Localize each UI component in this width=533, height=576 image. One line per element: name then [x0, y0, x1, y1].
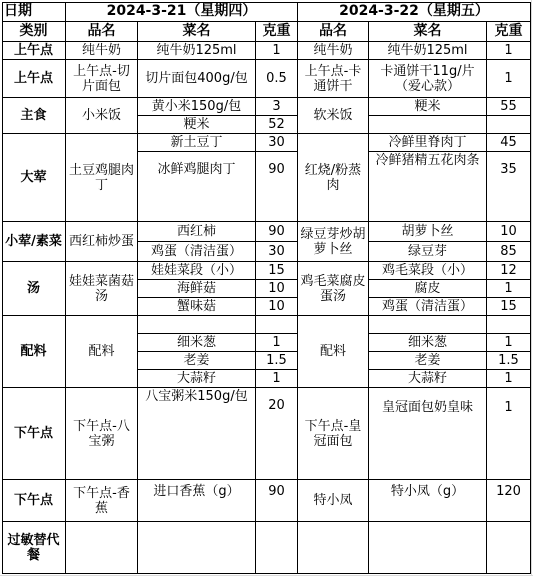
category-morning-snack: 上午点: [2, 42, 66, 60]
day1-product: 上午点-切片面包: [66, 60, 138, 98]
day2-blank: [487, 116, 531, 134]
day1-weight: 3: [256, 98, 298, 116]
day1-weight: 20: [256, 388, 298, 480]
day2-dish: 纯牛奶125ml: [369, 42, 487, 60]
day2-weight: 85: [487, 242, 531, 262]
day2-weight: 1: [487, 42, 531, 60]
day2-product: 软米饭: [298, 98, 369, 134]
day2-dish: 细米葱: [369, 334, 487, 352]
day1-blank: [138, 316, 256, 334]
day2-dish: 胡萝卜丝: [369, 222, 487, 242]
day1-weight: 90: [256, 152, 298, 222]
day1-weight: 90: [256, 222, 298, 242]
day2-dish-header: 菜名: [369, 22, 487, 42]
day2-blank: [369, 116, 487, 134]
day2-dish: 鸡毛菜段（小）: [369, 262, 487, 280]
day1-weight: 30: [256, 134, 298, 152]
day2-product: [298, 522, 369, 574]
day1-product: 土豆鸡腿肉丁: [66, 134, 138, 222]
day1-dish: 新土豆丁: [138, 134, 256, 152]
day1-product-header: 品名: [66, 22, 138, 42]
day2-dish: 特小凤（g）: [369, 480, 487, 522]
day2-weight: 15: [487, 298, 531, 316]
day1-weight: 1: [256, 42, 298, 60]
day2-weight: 10: [487, 222, 531, 242]
day2-weight: 1.5: [487, 352, 531, 370]
day1-weight: 1.5: [256, 352, 298, 370]
day1-weight: 1: [256, 334, 298, 352]
day1-weight: 0.5: [256, 60, 298, 98]
day2-dish: 绿豆芽: [369, 242, 487, 262]
day2-weight: 120: [487, 480, 531, 522]
day1-dish-header: 菜名: [138, 22, 256, 42]
day2-blank: [369, 522, 487, 574]
day2-product: 纯牛奶: [298, 42, 369, 60]
day2-weight: 12: [487, 262, 531, 280]
day1-weight: 10: [256, 298, 298, 316]
day1-weight: 10: [256, 280, 298, 298]
day1-weight: 30: [256, 242, 298, 262]
day2-dish: 大蒜籽: [369, 370, 487, 388]
day1-dish: 八宝粥米150g/包: [138, 388, 256, 480]
day1-weight: 15: [256, 262, 298, 280]
day2-product: 上午点-卡通饼干: [298, 60, 369, 98]
day2-product: 红烧/粉蒸肉: [298, 134, 369, 222]
day1-weight: 90: [256, 480, 298, 522]
day1-blank: [256, 522, 298, 574]
day1-product: 配料: [66, 316, 138, 388]
day1-dish: 西红柿: [138, 222, 256, 242]
day1-dish: 娃娃菜段（小）: [138, 262, 256, 280]
menu-sheet: [2, 2, 531, 574]
day2-dish: 冷鲜里脊肉丁: [369, 134, 487, 152]
category-afternoon-snack: 下午点: [2, 388, 66, 480]
day2-product: 特小凤: [298, 480, 369, 522]
category-seasoning: 配料: [2, 316, 66, 388]
category-main-meat: 大荤: [2, 134, 66, 222]
day2-dish: 卡通饼干11g/片（爱心款）: [369, 60, 487, 98]
day1-dish: 冰鲜鸡腿肉丁: [138, 152, 256, 222]
day1-blank: [256, 316, 298, 334]
day2-dish: 皇冠面包奶皇味: [369, 388, 487, 480]
category-soup: 汤: [2, 262, 66, 316]
day1-weight: 52: [256, 116, 298, 134]
day1-blank: [138, 522, 256, 574]
day2-weight: 1: [487, 370, 531, 388]
category-header: 类别: [2, 22, 66, 42]
day1-dish: 粳米: [138, 116, 256, 134]
day2-blank: [487, 316, 531, 334]
day1-weight-header: 克重: [256, 22, 298, 42]
day1-dish: 老姜: [138, 352, 256, 370]
day1-product: 下午点-八宝粥: [66, 388, 138, 480]
day1-weight: 1: [256, 370, 298, 388]
day1-product: 纯牛奶: [66, 42, 138, 60]
day1-product: 娃娃菜菌菇汤: [66, 262, 138, 316]
day1-dish: 鸡蛋（清洁蛋）: [138, 242, 256, 262]
day2-product: 鸡毛菜腐皮蛋汤: [298, 262, 369, 316]
day2-product: 配料: [298, 316, 369, 388]
day1-product: 西红柿炒蛋: [66, 222, 138, 262]
day1-product: 下午点-香蕉: [66, 480, 138, 522]
day2-product-header: 品名: [298, 22, 369, 42]
category-afternoon-snack: 下午点: [2, 480, 66, 522]
day2-weight-header: 克重: [487, 22, 531, 42]
day2-blank: [369, 316, 487, 334]
day2-dish: 老姜: [369, 352, 487, 370]
day1-dish: 蟹味菇: [138, 298, 256, 316]
day2-weight: 1: [487, 60, 531, 98]
day1-dish: 海鲜菇: [138, 280, 256, 298]
day2-weight: 35: [487, 152, 531, 222]
day1-product: [66, 522, 138, 574]
category-staple: 主食: [2, 98, 66, 134]
day2-date: 2024-3-22（星期五）: [298, 2, 531, 22]
day2-weight: 55: [487, 98, 531, 116]
day1-dish: 大蒜籽: [138, 370, 256, 388]
day1-dish: 细米葱: [138, 334, 256, 352]
day2-product: 下午点-皇冠面包: [298, 388, 369, 480]
day1-dish: 切片面包400g/包: [138, 60, 256, 98]
category-morning-snack: 上午点: [2, 60, 66, 98]
day2-product: 绿豆芽炒胡萝卜丝: [298, 222, 369, 262]
day2-dish: 冷鲜猪精五花肉条: [369, 152, 487, 222]
day2-dish: 粳米: [369, 98, 487, 116]
day1-dish: 纯牛奶125ml: [138, 42, 256, 60]
day2-weight: 1: [487, 280, 531, 298]
category-allergy-substitute: 过敏替代餐: [2, 522, 66, 574]
day2-blank: [487, 522, 531, 574]
day1-dish: 黄小米150g/包: [138, 98, 256, 116]
day2-dish: 腐皮: [369, 280, 487, 298]
day2-weight: 1: [487, 388, 531, 480]
day1-dish: 进口香蕉（g）: [138, 480, 256, 522]
day2-dish: 鸡蛋（清洁蛋）: [369, 298, 487, 316]
day1-date: 2024-3-21（星期四）: [66, 2, 298, 22]
day2-weight: 1: [487, 334, 531, 352]
date-label: 日期: [2, 2, 66, 22]
day2-weight: 45: [487, 134, 531, 152]
gridline: [531, 0, 532, 576]
category-side-dish: 小荤/素菜: [2, 222, 66, 262]
day1-product: 小米饭: [66, 98, 138, 134]
